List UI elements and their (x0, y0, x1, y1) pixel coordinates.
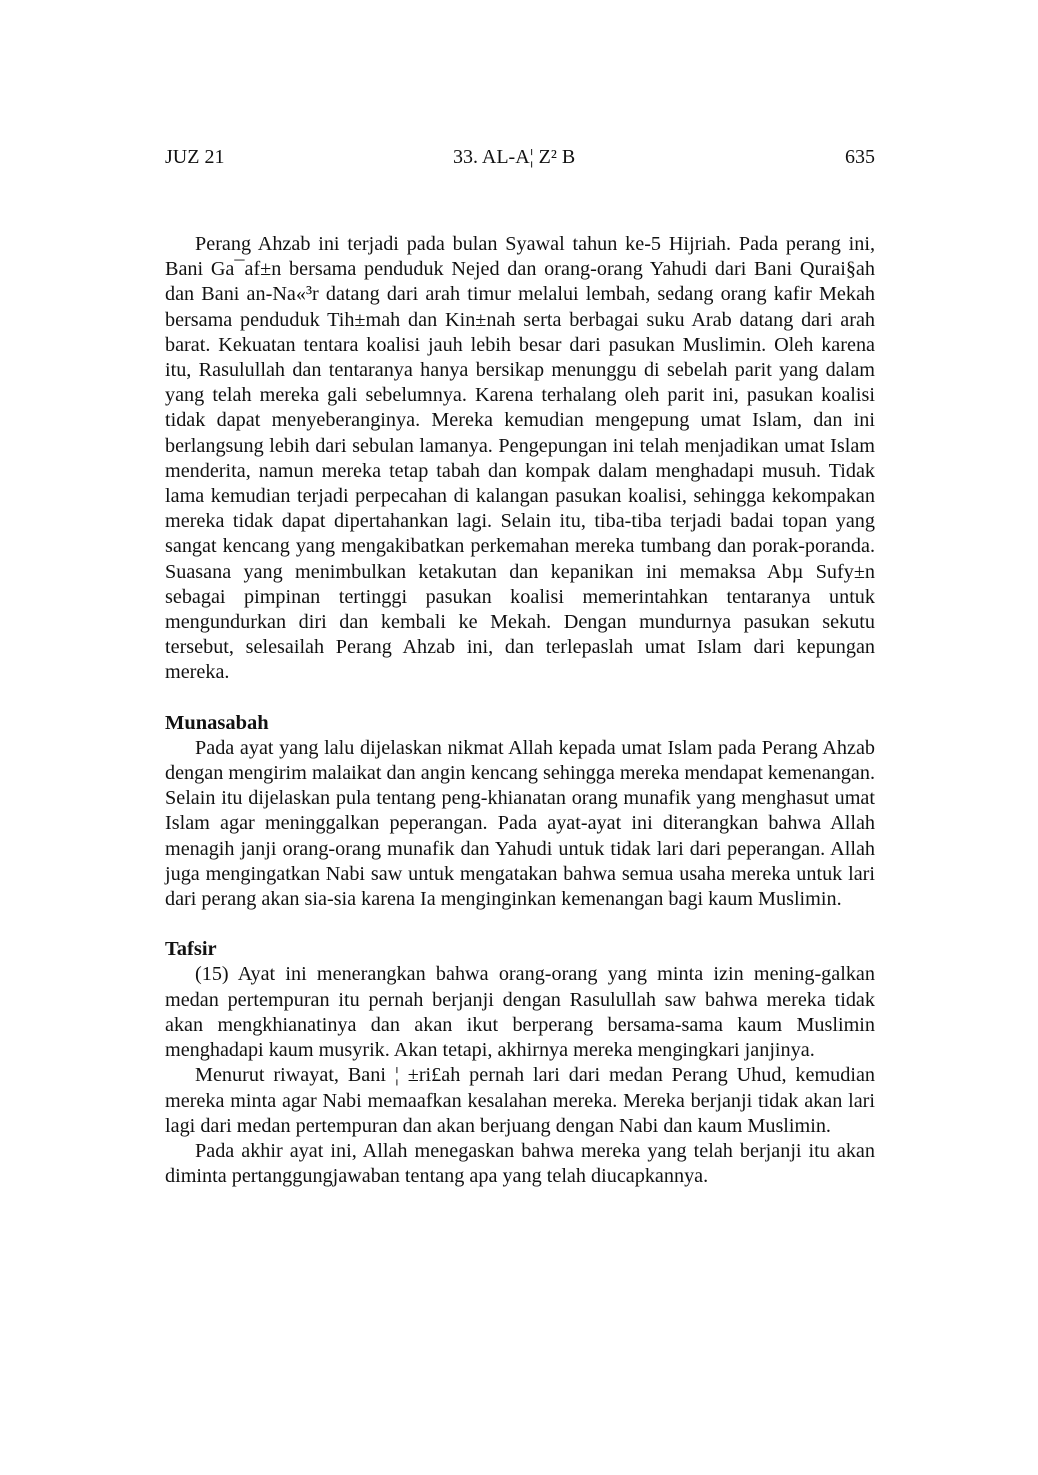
page-number: 635 (845, 146, 875, 168)
section-spacer (165, 912, 875, 937)
tafsir-paragraph-1: (15) Ayat ini menerangkan bahwa orang-orang yang minta izin mening-galkan medan pertempuran itu pernah berjanji dengan Rasulullah saw bahwa mereka tidak akan mengkhianatinya dan akan ikut berperang bersama-sama kaum Muslimin menghadapi kaum musyrik. Akan tetapi, akhirnya mereka mengingkari janjinya. (165, 963, 875, 1062)
tafsir-paragraph-3: Pada akhir ayat ini, Allah menegaskan bahwa mereka yang telah berjanji itu akan diminta pertanggungjawaban tentang apa yang telah diucapkannya. (165, 1139, 875, 1188)
juz-label: JUZ 21 (165, 146, 225, 168)
intro-paragraph: Perang Ahzab ini terjadi pada bulan Syawal tahun ke-5 Hijriah. Pada perang ini, Bani Ga¯af±n bersama penduduk Nejed dan orang-orang Yahudi dari Bani Qurai§ah dan Bani an-Na«³r datang dari arah timur melalui lembah, sedang orang kafir Mekah bersama penduduk Tih±mah dan Kin±nah serta berbagai suku Arab datang dari arah barat. Kekuatan tentara koalisi jauh lebih besar dari pasukan Muslimin. Oleh karena itu, Rasulullah dan tentaranya hanya bersikap menunggu di sebelah parit yang dalam yang telah mereka gali sebelumnya. Karena terhalang oleh parit ini, pasukan koalisi tidak dapat menyeberanginya. Mereka kemudian mengepung umat Islam, dan ini berlangsung lebih dari sebulan lamanya. Pengepungan ini telah menjadikan umat Islam menderita, namun mereka tetap tabah dan kompak dalam menghadapi musuh. Tidak lama kemudian terjadi perpecahan di kalangan pasukan koalisi, sehingga kekompakan mereka tidak dapat dipertahankan lagi. Selain itu, tiba-tiba terjadi badai topan yang sangat kencang yang mengakibatkan perkemahan mereka tumbang dan porak-poranda. Suasana yang menimbulkan ketakutan dan kepanikan ini memaksa Abµ Sufy±n sebagai pimpinan tertinggi pasukan koalisi memerintahkan tentaranya untuk mengundurkan diri dan kembali ke Mekah. Dengan mundurnya pasukan sekutu tersebut, selesailah Perang Ahzab ini, dan terlepaslah umat Islam dari kepungan mereka. (165, 233, 875, 684)
tafsir-paragraph-2: Menurut riwayat, Bani ¦ ±ri£ah pernah lari dari medan Perang Uhud, kemudian mereka minta agar Nabi memaafkan kesalahan mereka. Mereka berjanji tidak akan lari lagi dari medan pertempuran dan akan berjuang dengan Nabi dan kaum Muslimin. (165, 1064, 875, 1137)
surah-title: 33. AL-A¦ Z² B (453, 146, 576, 168)
munasabah-paragraph: Pada ayat yang lalu dijelaskan nikmat Allah kepada umat Islam pada Perang Ahzab dengan mengirim malaikat dan angin kencang sehingga mereka mendapat kemenangan. Selain itu dijelaskan pula tentang peng-khianatan orang munafik yang menghasut umat Islam agar meninggalkan peperangan. Pada ayat-ayat ini diterangkan bahwa Allah menagih janji orang-orang munafik dan Yahudi untuk tidak lari dari peperangan. Allah juga mengingatkan Nabi saw untuk mengatakan bahwa semua usaha mereka untuk lari dari perang akan sia-sia karena Ia menginginkan kemenangan bagi kaum Muslimin. (165, 736, 875, 911)
section-spacer (165, 686, 875, 711)
running-header (165, 146, 875, 174)
tafsir-heading: Tafsir (165, 938, 217, 961)
body-text (165, 232, 875, 1189)
munasabah-heading: Munasabah (165, 711, 269, 734)
